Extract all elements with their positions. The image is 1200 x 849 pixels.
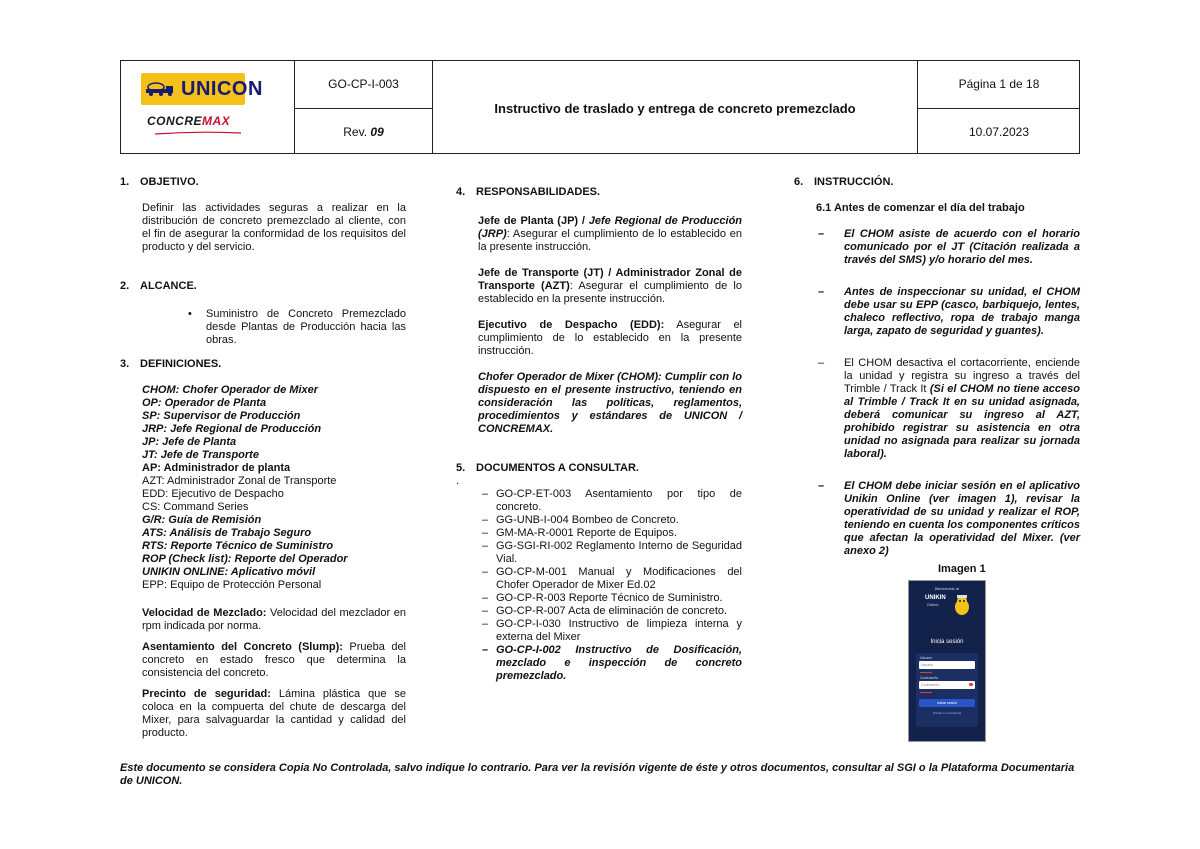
definition-item: CHOM: Chofer Operador de Mixer — [142, 384, 319, 396]
section-instruccion-heading: 6. INSTRUCCIÓN. — [794, 176, 894, 188]
documentos-list — [482, 488, 742, 644]
instruccion-item-1: – El CHOM asiste de acuerdo con el horario comunicado por el JT (Citación realizada a través del SMS) y/o horario del mes. — [818, 228, 1080, 266]
phone-login-button[interactable]: Iniciar sesión — [919, 699, 975, 707]
phone-login-title: Inicia sesión — [930, 639, 964, 645]
definition-item: AP: Administrador de planta — [142, 462, 291, 474]
list-item: – GO-CP-ET-003 Asentamiento por tipo de concreto. — [482, 488, 742, 514]
documentos-dot: . — [456, 475, 460, 487]
section-objetivo-heading: 1. OBJETIVO. — [120, 176, 199, 188]
document-header — [120, 60, 1080, 154]
definition-item: G/R: Guía de Remisión — [142, 514, 262, 526]
resp-ejecutivo-despacho: Ejecutivo de Despacho (EDD): Asegurar el cumplimiento de lo establecido en la presente instrucción. — [478, 319, 743, 357]
list-item: – GM-MA-R-0001 Reporte de Equipos. — [482, 527, 742, 540]
definition-item: CS: Command Series — [142, 501, 249, 513]
objetivo-text: Definir las actividades seguras a realizar en la distribución de concreto premezclado al cliente, con el fin de asegurar la conformidad de los requisitos del producto y del servicio. — [142, 202, 406, 253]
concremax-swoosh-icon — [155, 131, 241, 135]
column-left — [120, 176, 406, 740]
phone-pass-input[interactable]: Contraseña — [919, 681, 975, 689]
unicon-logo-text: UNICON — [181, 78, 263, 100]
definition-item: ATS: Análisis de Trabajo Seguro — [142, 527, 312, 539]
phone-user-error-mark — [920, 672, 932, 673]
definition-item: ROP (Check list): Reporte del Operador — [142, 553, 348, 565]
instruccion-item-4: – El CHOM debe iniciar sesión en el aplicativo Unikin Online (ver imagen 1), revisar la operatividad de su unidad y realizar el ROP, teniendo en cuenta los componentes críticos que afectan la operatividad del Mixer. (ver anexo 2) — [818, 480, 1080, 557]
unicon-logo — [141, 73, 263, 105]
mixer-truck-icon — [145, 81, 175, 97]
phone-login-card — [916, 653, 978, 727]
phone-user-input[interactable]: Usuario — [919, 661, 975, 669]
list-item: – GG-UNB-I-004 Bombeo de Concreto. — [482, 514, 742, 527]
phone-app-name: UNIKIN — [925, 595, 946, 601]
definition-item: JT: Jefe de Transporte — [142, 449, 259, 461]
list-item: – GO-CP-I-002 Instructivo de Dosificación, mezclado e inspección de concreto premezclado. — [482, 644, 742, 683]
definition-item: JRP: Jefe Regional de Producción — [142, 423, 322, 435]
section-alcance-heading: 2. ALCANCE. — [120, 280, 197, 292]
definition-item: SP: Supervisor de Producción — [142, 410, 301, 422]
list-item: – GO-CP-M-001 Manual y Modificaciones del Chofer Operador de Mixer Ed.02 — [482, 566, 742, 592]
definition-item: OP: Operador de Planta — [142, 397, 267, 409]
list-item: – GO-CP-R-007 Acta de eliminación de concreto. — [482, 605, 742, 618]
def-slump: Asentamiento del Concreto (Slump): Prueba del concreto en estado fresco que determina la consistencia del concreto. — [142, 641, 407, 679]
instruccion-item-3: – El CHOM desactiva el cortacorriente, enciende la unidad y registra su ingreso a través del Trimble / Track It (Si el CHOM no tiene acceso al Trimble / Track It en su unidad asignada, deberá comunicar su ingreso al AZT, prohibido registrar su asistencia en otra unidad no asignada para realizar su jornada laboral). — [818, 357, 1080, 460]
alcance-bullet: • Suministro de Concreto Premezclado desde Plantas de Producción hacia las obras. — [188, 308, 406, 346]
list-item: – GO-CP-R-003 Reporte Técnico de Suministro. — [482, 592, 742, 605]
phone-app-sub: Online — [927, 602, 939, 607]
definition-item: AZT: Administrador Zonal de Transporte — [142, 475, 337, 487]
list-item: – GG-SGI-RI-002 Reglamento Interno de Seguridad Vial. — [482, 540, 742, 566]
bullet-icon: • — [188, 308, 192, 320]
phone-pass-label: Contraseña — [920, 676, 939, 680]
footer-disclaimer: Este documento se considera Copia No Controlada, salvo indique lo contrario. Para ver la revisión vigente de éste y otros documentos, consultar al SGI o la Plataforma Documentaria de UNICON. — [120, 762, 1075, 787]
phone-welcome: Bienvenido al — [934, 586, 960, 591]
app-screenshot — [908, 580, 986, 742]
instruccion-item-2: – Antes de inspeccionar su unidad, el CHOM debe usar su EPP (casco, barbiquejo, lentes, chaleco reflectivo, ropa de trabajo manga larga, zapato de seguridad y guantes). — [818, 286, 1080, 337]
list-item: – GO-CP-I-030 Instructivo de limpieza interna y externa del Mixer — [482, 618, 742, 644]
instruccion-subheading: 6.1 Antes de comenzar el día del trabajo — [816, 202, 1025, 214]
image-caption: Imagen 1 — [938, 563, 986, 575]
document-code: GO-CP-I-003 — [328, 77, 399, 91]
eye-icon[interactable] — [969, 683, 973, 686]
concremax-logo: CONCREMAX — [147, 114, 231, 128]
definition-item: EDD: Ejecutivo de Despacho — [142, 488, 284, 500]
definition-item: RTS: Reporte Técnico de Suministro — [142, 540, 334, 552]
column-middle — [456, 186, 742, 683]
phone-user-label: Usuario — [920, 656, 933, 660]
section-definiciones-heading: 3. DEFINICIONES. — [120, 358, 222, 370]
document-date: 10.07.2023 — [968, 124, 1030, 139]
definiciones-list — [142, 384, 406, 592]
section-responsabilidades-heading: 4. RESPONSABILIDADES. — [456, 186, 601, 198]
mascot-icon — [951, 593, 973, 617]
section-documentos-heading: 5. DOCUMENTOS A CONSULTAR. — [456, 462, 639, 474]
document-title: Instructivo de traslado y entrega de concreto premezclado — [494, 100, 856, 116]
def-precinto: Precinto de seguridad: Lámina plástica que se coloca en la compuerta del chute de descarga del Mixer, para salvaguardar la cantidad y calidad del producto. — [142, 688, 406, 739]
definition-item: UNIKIN ONLINE: Aplicativo móvil — [142, 566, 316, 578]
phone-pass-error-mark — [920, 692, 932, 693]
column-right — [794, 176, 1080, 558]
definition-item: EPP: Equipo de Protección Personal — [142, 579, 322, 591]
page-number: Página 1 de 18 — [958, 77, 1040, 91]
resp-jefe-planta: Jefe de Planta (JP) / Jefe Regional de Producción (JRP): Asegurar el cumplimiento de lo establecido en la presente instrucción. — [478, 215, 743, 253]
logo-area — [121, 61, 294, 155]
revision: Rev. 09 — [343, 124, 384, 139]
definition-item: JP: Jefe de Planta — [142, 436, 237, 448]
def-velocidad: Velocidad de Mezclado: Velocidad del mezclador en rpm indicada por norma. — [142, 607, 406, 632]
phone-forgot-link[interactable]: Olvidé mi contraseña — [932, 711, 962, 715]
documentos-list-last — [482, 644, 742, 683]
resp-jefe-transporte: Jefe de Transporte (JT) / Administrador Zonal de Transporte (AZT): Asegurar el cumplimiento de lo establecido en la presente instrucción. — [478, 267, 742, 305]
resp-chom: Chofer Operador de Mixer (CHOM): Cumplir con lo dispuesto en el presente instructivo, teniendo en consideración las políticas, reglamentos, procedimientos y estándares de UNICON / CONCREMAX. — [478, 371, 742, 435]
